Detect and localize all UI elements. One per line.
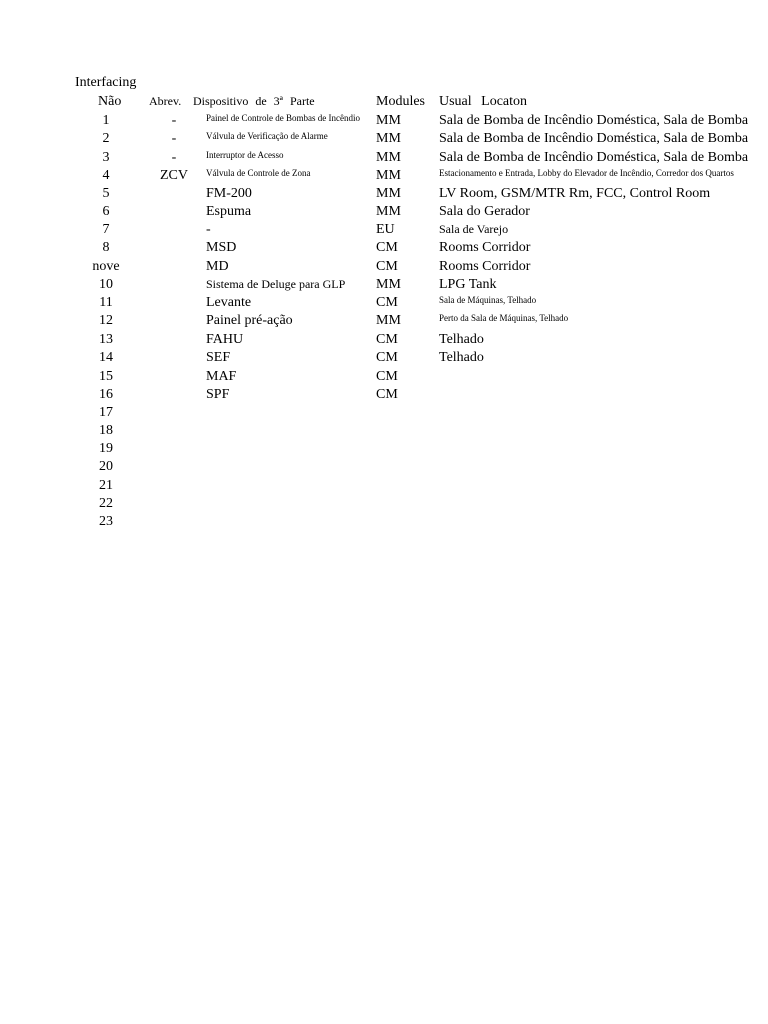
row-location: Sala de Bomba de Incêndio Doméstica, Sala de Bomba	[439, 150, 749, 165]
row-number: 10	[99, 277, 113, 292]
table-row	[0, 240, 768, 258]
row-number: nove	[92, 259, 120, 274]
table-row	[0, 313, 768, 331]
row-device: Painel pré-ação	[206, 313, 293, 328]
row-device: SPF	[206, 387, 230, 402]
row-number: 21	[99, 478, 113, 493]
row-location: LPG Tank	[439, 277, 497, 292]
row-number: 17	[99, 405, 113, 420]
table-row	[0, 168, 768, 186]
row-location: Sala de Máquinas, Telhado	[439, 295, 537, 305]
row-module: MM	[376, 313, 401, 328]
table-row	[0, 332, 768, 350]
row-device: SEF	[206, 350, 231, 365]
row-module: MM	[376, 186, 401, 201]
table-row	[0, 369, 768, 387]
row-number: 12	[99, 313, 113, 328]
row-module: MM	[376, 204, 401, 219]
row-location: Telhado	[439, 332, 484, 347]
table-row	[0, 295, 768, 313]
row-device: Espuma	[206, 204, 252, 219]
row-number: 8	[102, 240, 110, 255]
table-row	[0, 478, 768, 496]
row-number: 13	[99, 332, 113, 347]
row-location: Sala do Gerador	[439, 204, 530, 219]
row-device: Válvula de Controle de Zona	[206, 168, 311, 178]
row-location: Estacionamento e Entrada, Lobby do Elevador de Incêndio, Corredor dos Quartos	[439, 168, 734, 178]
row-module: MM	[376, 277, 401, 292]
row-location: Telhado	[439, 350, 484, 365]
row-abbrev: -	[171, 113, 177, 128]
header-location: Usual Locaton	[439, 94, 528, 109]
row-number: 19	[99, 441, 113, 456]
row-device: Interruptor de Acesso	[206, 150, 284, 160]
row-device: MAF	[206, 369, 237, 384]
table-row	[0, 204, 768, 222]
table-row	[0, 186, 768, 204]
row-number: 15	[99, 369, 113, 384]
page-title: Interfacing	[75, 75, 137, 90]
row-location: Perto da Sala de Máquinas, Telhado	[439, 313, 569, 323]
row-device: MD	[206, 259, 229, 274]
row-location: Rooms Corridor	[439, 259, 531, 274]
row-number: 4	[102, 168, 110, 183]
row-location: Sala de Bomba de Incêndio Doméstica, Sala de Bomba	[439, 131, 749, 146]
row-number: 1	[102, 113, 110, 128]
row-number: 11	[99, 295, 113, 310]
row-module: MM	[376, 131, 401, 146]
row-device: Painel de Controle de Bombas de Incêndio	[206, 113, 360, 123]
row-location: Rooms Corridor	[439, 240, 531, 255]
row-module: MM	[376, 168, 401, 183]
table-row	[0, 277, 768, 295]
row-device: Sistema de Deluge para GLP	[206, 277, 346, 291]
row-abbrev: ZCV	[160, 168, 188, 183]
row-number: 2	[102, 131, 110, 146]
row-module: CM	[376, 350, 398, 365]
row-number: 6	[102, 204, 110, 219]
row-number: 23	[99, 514, 113, 529]
row-module: CM	[376, 387, 398, 402]
table-row	[0, 131, 768, 149]
row-module: CM	[376, 295, 398, 310]
row-device: Levante	[206, 295, 252, 310]
row-device: MSD	[206, 240, 237, 255]
row-abbrev: -	[171, 131, 177, 146]
row-module: CM	[376, 332, 398, 347]
row-abbrev: -	[171, 150, 177, 165]
header-abbrev: Abrev.	[149, 94, 182, 108]
table-row	[0, 496, 768, 514]
row-module: CM	[376, 369, 398, 384]
row-module: CM	[376, 259, 398, 274]
row-number: 16	[99, 387, 113, 402]
table-row	[0, 459, 768, 477]
row-number: 18	[99, 423, 113, 438]
table-row	[0, 113, 768, 131]
row-device: -	[206, 222, 211, 237]
table-row	[0, 423, 768, 441]
row-device: FAHU	[206, 332, 244, 347]
row-location: LV Room, GSM/MTR Rm, FCC, Control Room	[439, 186, 711, 201]
row-device: Válvula de Verificação de Alarme	[206, 131, 328, 141]
table-row	[0, 441, 768, 459]
header-no: Não	[98, 94, 122, 109]
row-location: Sala de Bomba de Incêndio Doméstica, Sala de Bomba	[439, 113, 749, 128]
table-row	[0, 259, 768, 277]
row-number: 20	[99, 459, 113, 474]
table-row	[0, 222, 768, 240]
row-module: MM	[376, 113, 401, 128]
row-number: 7	[102, 222, 110, 237]
table-row	[0, 405, 768, 423]
row-number: 22	[99, 496, 113, 511]
table-row	[0, 150, 768, 168]
row-number: 3	[102, 150, 110, 165]
header-modules: Modules	[376, 94, 425, 109]
table-row	[0, 387, 768, 405]
row-device: FM-200	[206, 186, 252, 201]
row-number: 14	[99, 350, 113, 365]
row-module: CM	[376, 240, 398, 255]
table-row	[0, 350, 768, 368]
table-row	[0, 514, 768, 532]
row-module: EU	[376, 222, 395, 237]
row-location: Sala de Varejo	[439, 222, 509, 236]
header-device: Dispositivo de 3ª Parte	[193, 94, 315, 108]
row-module: MM	[376, 150, 401, 165]
row-number: 5	[102, 186, 110, 201]
